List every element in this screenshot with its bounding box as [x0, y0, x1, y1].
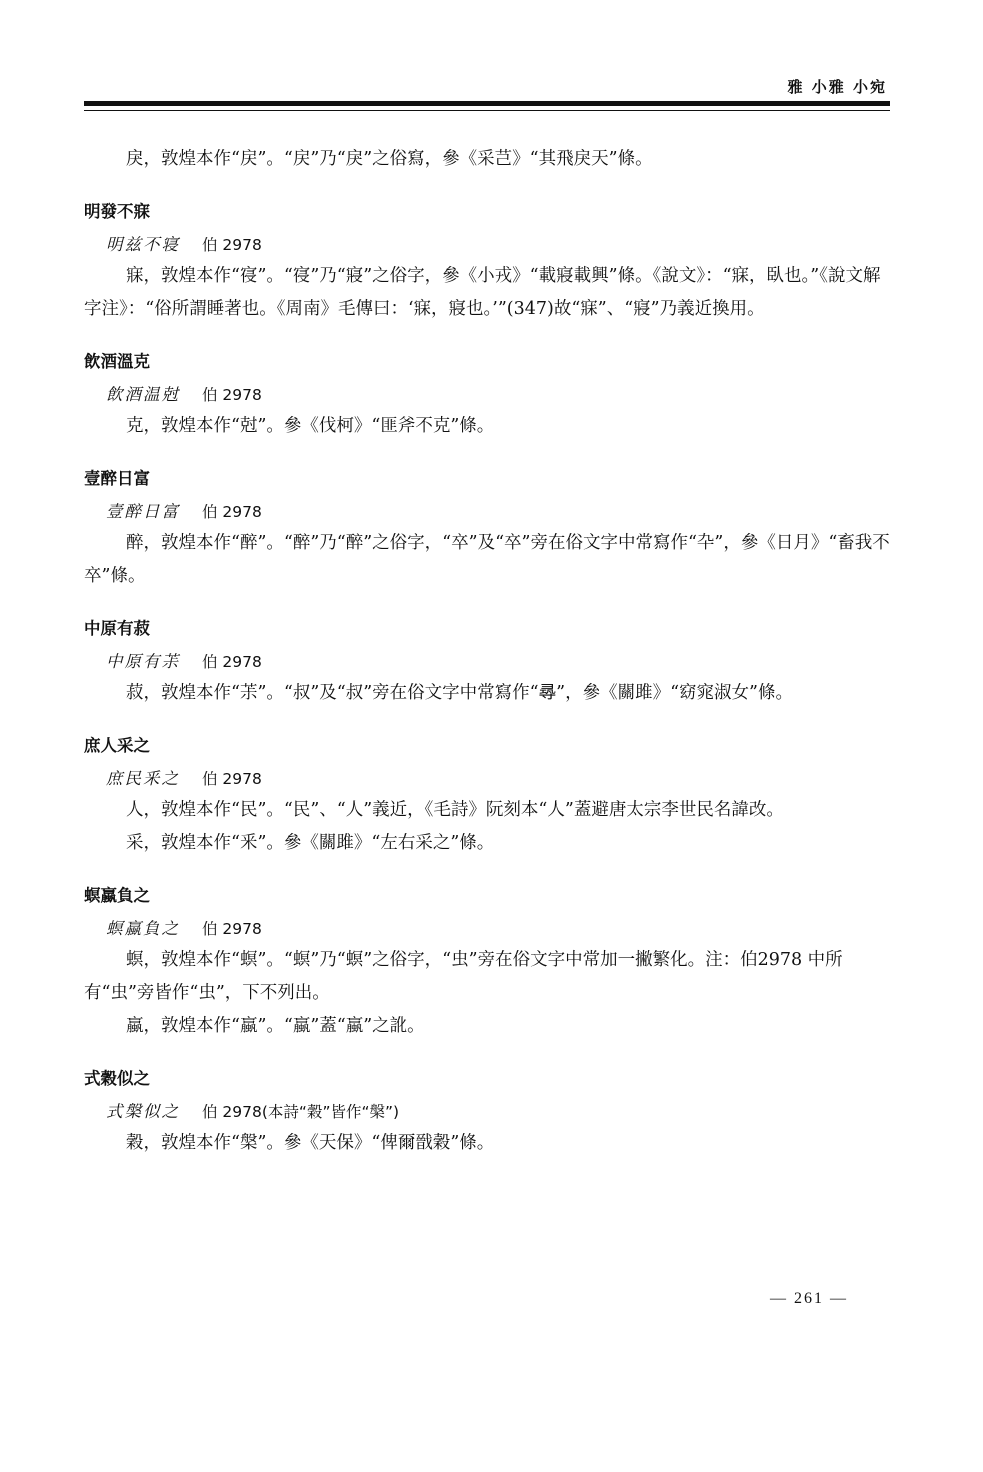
entry [84, 732, 890, 860]
entry [84, 348, 890, 443]
manuscript-text: 式槃似之 [106, 1102, 180, 1121]
commentary-paragraph: 螟，敦煌本作“螟”。“螟”乃“螟”之俗字，“虫”旁在俗文字中常加一撇繁化。注：伯2978 中所有“虫”旁皆作“虫”，下不列出。 [84, 950, 843, 1003]
manuscript-line [84, 497, 890, 527]
entry-heading: 螟蠃負之 [84, 886, 150, 905]
commentary-paragraph: 醉，敦煌本作“醉”。“醉”乃“醉”之俗字，“卒”及“卒”旁在俗文字中常寫作“卆”，參《日月》“畜我不卒”條。 [84, 533, 890, 586]
entry-heading: 式穀似之 [84, 1069, 150, 1088]
manuscript-line [84, 764, 890, 794]
header-rule-thick [84, 101, 890, 106]
entry [84, 615, 890, 710]
manuscript-text: 中原有茮 [106, 652, 180, 671]
entry-heading: 飲酒溫克 [84, 352, 150, 371]
entry-heading: 壹醉日富 [84, 469, 150, 488]
manuscript-ref: 伯 2978 [202, 236, 262, 254]
manuscript-ref: 伯 2978 [202, 920, 262, 938]
manuscript-ref: 伯 2978 [202, 386, 262, 404]
manuscript-ref: 伯 2978 [202, 770, 262, 788]
manuscript-text: 壹醉日富 [106, 502, 180, 521]
commentary-paragraph: 蠃，敦煌本作“蠃”。“蠃”蓋“蠃”之訛。 [126, 1016, 425, 1036]
manuscript-text: 螟蠃負之 [106, 919, 180, 938]
manuscript-line [84, 230, 890, 260]
commentary-paragraph: 采，敦煌本作“釆”。參《關雎》“左右采之”條。 [126, 833, 495, 853]
entry-heading: 明發不寐 [84, 202, 150, 221]
entry-heading: 庶人采之 [84, 736, 150, 755]
page-content [84, 143, 890, 1160]
entry-heading: 中原有菽 [84, 619, 150, 638]
page-number: — 261 — [770, 1290, 848, 1307]
commentary-paragraph: 寐，敦煌本作“寑”。“寑”乃“寢”之俗字，參《小戎》“載寢載興”條。《說文》：“寐，臥也。”《說文解字注》：“俗所謂睡著也。《周南》毛傳曰：‘寐，寢也。’”(347)故“寐”、“寢”乃義近換用。 [84, 266, 881, 319]
running-head: 雅 小雅 小宛 [787, 78, 887, 96]
intro-paragraph: 戾，敦煌本作“戻”。“戻”乃“戾”之俗寫，參《采芑》“其飛戾天”條。 [126, 149, 653, 169]
commentary-paragraph: 人，敦煌本作“民”。“民”、“人”義近，《毛詩》阮刻本“人”蓋避唐太宗李世民名諱改。 [126, 800, 784, 820]
entry [84, 882, 890, 1043]
manuscript-ref: 伯 2978 [202, 503, 262, 521]
commentary-paragraph: 穀，敦煌本作“槃”。參《天保》“俾爾戩穀”條。 [126, 1133, 495, 1153]
entry [84, 465, 890, 593]
header-rule-thin [84, 110, 890, 111]
manuscript-text: 飲酒温尅 [106, 385, 180, 404]
manuscript-ref: 伯 2978(本詩“穀”皆作“槃”) [202, 1103, 400, 1121]
manuscript-line [84, 647, 890, 677]
commentary-paragraph: 克，敦煌本作“尅”。參《伐柯》“匪斧不克”條。 [126, 416, 495, 436]
entry [84, 1065, 890, 1160]
manuscript-line [84, 380, 890, 410]
manuscript-ref: 伯 2978 [202, 653, 262, 671]
manuscript-text: 庶民釆之 [106, 769, 180, 788]
manuscript-line [84, 1097, 890, 1127]
commentary-paragraph: 菽，敦煌本作“茮”。“叔”及“叔”旁在俗文字中常寫作“𡬶”，參《關雎》“窈窕淑女”條。 [126, 683, 793, 703]
manuscript-text: 明兹不寝 [106, 235, 180, 254]
entry [84, 198, 890, 326]
manuscript-line [84, 914, 890, 944]
